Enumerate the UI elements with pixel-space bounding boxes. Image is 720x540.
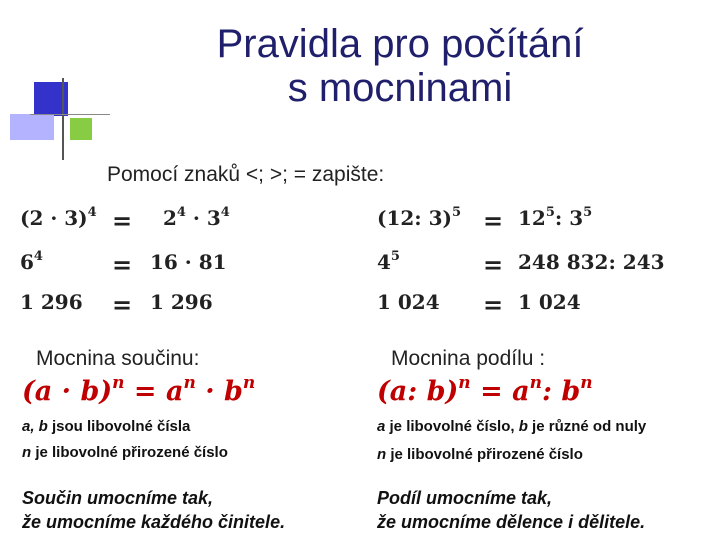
quotient-rule-heading: Mocnina podílu : xyxy=(391,347,546,370)
decor-square-lavender xyxy=(10,114,54,140)
left-row-1-lhs: $(2 \cdot 3)^4$ xyxy=(20,205,97,230)
left-row-3-lhs: 1 296 xyxy=(20,290,83,314)
product-rule-heading: Mocnina součinu: xyxy=(36,347,200,370)
quotient-rule-formula: (a: $b)^n = a^n$: $b^n$ xyxy=(377,373,593,407)
product-rule-note-2: n je libovolné přirozené číslo xyxy=(22,444,228,461)
decor-vertical-line xyxy=(62,78,64,160)
right-row-1-sign: = xyxy=(483,207,504,235)
left-row-1-rhs: $2^4 \cdot 3^4$ xyxy=(163,205,230,230)
product-rule-formula: $(a \cdot b)^n = a^n \cdot b^n$ xyxy=(22,373,256,407)
quotient-rule-note-1: a je libovolné číslo, b je různé od nuly xyxy=(377,418,647,435)
slide-title xyxy=(110,22,690,110)
left-row-1-sign: = xyxy=(112,207,133,235)
right-row-3-sign: = xyxy=(483,291,504,319)
product-rule-conclusion: Součin umocníme tak, že umocníme každého činitele. xyxy=(22,488,286,532)
left-row-3-rhs: 1 296 xyxy=(150,290,213,314)
right-row-2-rhs: 248 832: 243 xyxy=(518,250,665,274)
left-row-2-sign: = xyxy=(112,251,133,279)
quotient-rule-note-2: n je libovolné přirozené číslo xyxy=(377,446,583,463)
right-row-1-rhs: $12^5$: $3^5$ xyxy=(518,205,593,230)
right-row-1-lhs: (12: 3)$^5$ xyxy=(377,205,462,230)
quotient-rule-conclusion: Podíl umocníme tak, že umocníme dělence i dělitele. xyxy=(377,488,646,532)
subtitle: Pomocí znaků <; >; = zapište: xyxy=(107,163,385,186)
left-row-3-sign: = xyxy=(112,291,133,319)
right-row-3-rhs: 1 024 xyxy=(518,290,581,314)
product-rule-note-1: a, b jsou libovolné čísla xyxy=(22,418,191,435)
right-row-3-lhs: 1 024 xyxy=(377,290,440,314)
decor-square-green xyxy=(70,118,92,140)
left-row-2-rhs: 16 · 81 xyxy=(150,250,227,274)
left-row-2-lhs: $6^4$ xyxy=(20,249,43,274)
right-row-2-sign: = xyxy=(483,251,504,279)
title-line-1: Pravidla pro počítání xyxy=(216,22,584,66)
title-line-2: s mocninami xyxy=(287,66,513,110)
right-row-2-lhs: $4^5$ xyxy=(377,249,400,274)
decor-horizontal-line xyxy=(30,114,110,115)
